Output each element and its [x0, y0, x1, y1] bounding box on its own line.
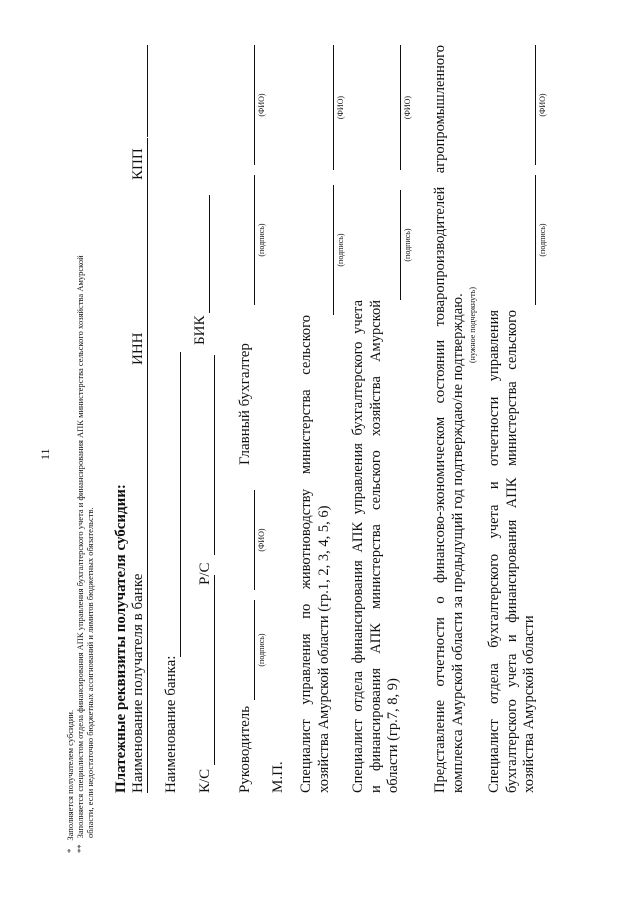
specialist-2-fio-caption: (ФИО)	[403, 95, 412, 120]
head-signature-caption: (подпись)	[257, 633, 266, 667]
ks-line	[214, 575, 215, 765]
reporting-underline-note: (нужное подчеркнуть)	[468, 287, 477, 363]
specialist-2-signature-line	[400, 190, 401, 300]
kpp-label: КПП	[130, 148, 146, 180]
specialist-1-fio-caption: (ФИО)	[336, 95, 345, 120]
specialist-2-text	[350, 300, 403, 793]
specialist-1-line2: хозяйства Амурской области (гр.1, 2, 3, 4, 5, 6)	[315, 505, 332, 793]
head-label: Руководитель	[237, 705, 253, 793]
bank-name-line	[180, 352, 181, 657]
final-specialist-fio-line	[535, 45, 536, 165]
specialist-1-fio-line	[333, 45, 334, 170]
inn-label: ИНН	[130, 332, 146, 365]
specialist-1-line1: Специалист управления по животноводству министерства сельского	[298, 315, 314, 793]
final-specialist-signature-caption: (подпись)	[538, 223, 547, 257]
accountant-fio-line	[254, 45, 255, 165]
reporting-line2: комплекса Амурской области за предыдущий год подтверждаю/не подтверждаю.	[449, 293, 466, 793]
head-signature-line	[254, 600, 255, 700]
reporting-statement	[432, 45, 467, 793]
chief-accountant-label: Главный бухгалтер	[237, 343, 253, 465]
kpp-line	[147, 45, 148, 137]
specialist-2-signature-caption: (подпись)	[403, 228, 412, 262]
final-specialist-signature-line	[535, 175, 536, 305]
specialist-1-signature-line	[333, 185, 334, 315]
bank-name-label: Наименование банка:	[163, 655, 179, 793]
specialist-2-line2: и финансирования АПК министерства сельского хозяйства Амурской	[367, 300, 384, 793]
accountant-signature-line	[254, 175, 255, 305]
final-specialist-text	[486, 310, 539, 793]
reporting-line1: Представление отчетности о финансово-экономическом состоянии товаропроизводителей агропромышленного	[432, 45, 448, 793]
footnote-2	[75, 255, 85, 853]
specialist-2-line3: области (гр.7, 8, 9)	[385, 678, 401, 793]
footnote-1	[65, 710, 75, 853]
requisites-heading: Платежные реквизиты получателя субсидии:	[113, 484, 129, 793]
final-specialist-line1: Специалист отдела бухгалтерского учета и отчетности управления	[486, 310, 502, 793]
specialist-1-signature-caption: (подпись)	[336, 233, 345, 267]
recipient-bank-label: Наименование получателя в банке	[130, 573, 146, 793]
head-fio-caption: (ФИО)	[257, 528, 266, 552]
accountant-signature-caption: (подпись)	[257, 223, 266, 257]
page-number: 11	[38, 448, 52, 460]
head-fio-line	[254, 490, 255, 590]
bik-line	[209, 195, 210, 313]
specialist-2-line1: Специалист отдела финансирования АПК управления бухгалтерского учета	[350, 300, 366, 793]
specialist-2-fio-line	[400, 45, 401, 170]
ks-label: К/С	[197, 768, 213, 793]
footnote-2-mark: **	[75, 844, 85, 853]
rs-label: Р/С	[197, 562, 213, 585]
footnote-1-mark: *	[65, 848, 75, 853]
specialist-1-text	[298, 315, 333, 793]
footnote-2-text-line1: Заполняется специалистом отдела финансирования АПК управления бухгалтерского учета и финансирования АПК министерства сельского хозяйства Амурской	[75, 255, 85, 839]
final-specialist-fio-caption: (ФИО)	[538, 93, 547, 117]
recipient-bank-line	[147, 138, 148, 793]
mp-label: М.П.	[270, 761, 286, 793]
footnote-1-text: Заполняется получателем субсидии.	[65, 709, 75, 841]
accountant-fio-caption: (ФИО)	[257, 93, 266, 117]
final-specialist-line3: хозяйства Амурской области	[521, 615, 537, 793]
footnote-2-text-line2: области, если недостаточно бюджетных ассигнований и лимитов бюджетных обязательств.	[85, 507, 95, 838]
final-specialist-line2: бухгалтерского учета и финансирования АПК министерства сельского	[503, 310, 520, 793]
rs-line	[214, 355, 215, 555]
bik-label: БИК	[192, 315, 208, 345]
